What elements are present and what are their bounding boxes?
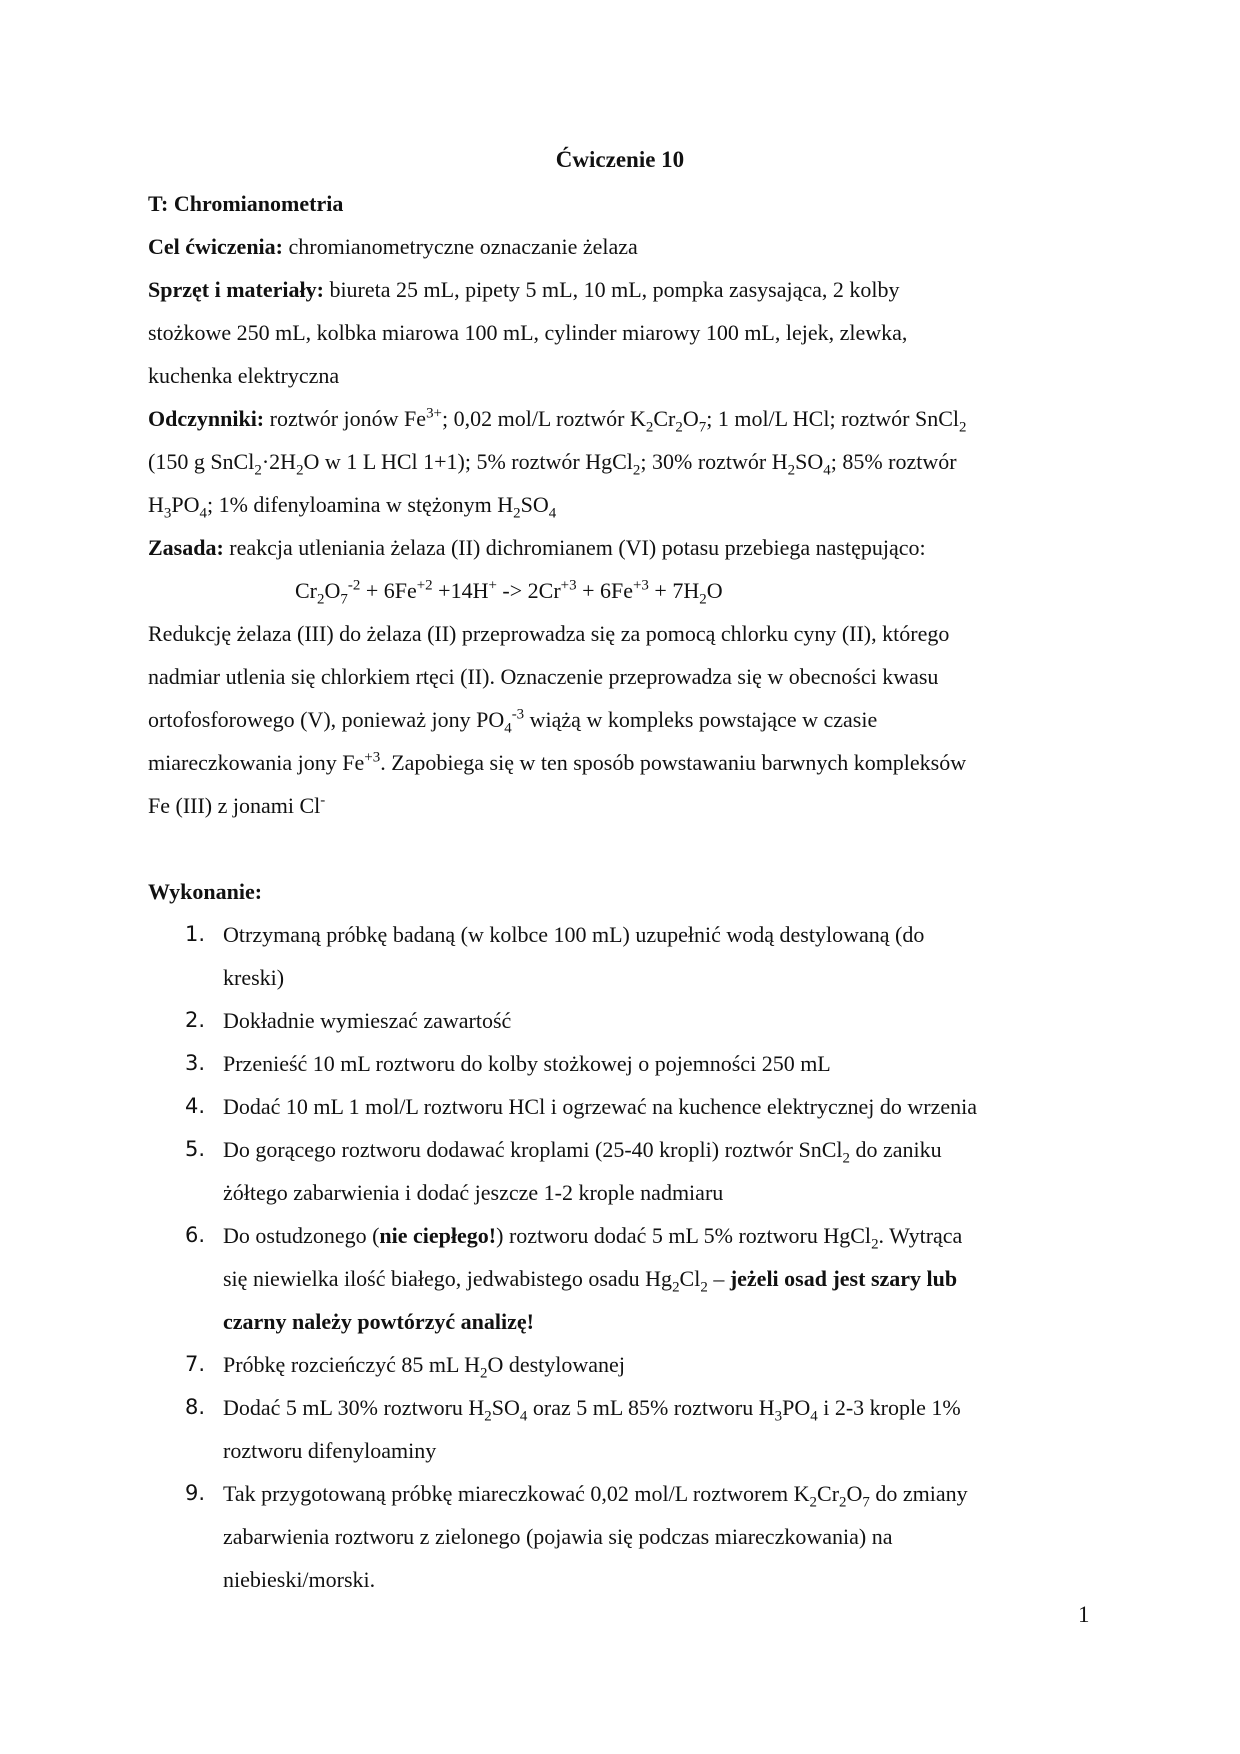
text-run: O w 1 L HCl 1+1); 5% roztwór HgCl — [303, 449, 633, 474]
reagents-line-1 — [148, 405, 1088, 436]
subscript: 4 — [548, 505, 557, 522]
step-6-line-2 — [223, 1266, 958, 1296]
step-number: 6. — [184, 1223, 205, 1247]
equipment-line-2: stożkowe 250 mL, kolbka miarowa 100 mL, cylinder miarowy 100 mL, lejek, zlewka, — [148, 320, 908, 345]
goal-label: Cel ćwiczenia: — [148, 234, 283, 259]
text-run: (150 g SnCl — [148, 449, 255, 474]
goal-line — [148, 234, 1088, 260]
subscript: 4 — [810, 1408, 818, 1425]
step-9-line-3: niebieski/morski. — [223, 1567, 376, 1592]
step-number: 5. — [184, 1137, 205, 1161]
step-number: 4. — [184, 1094, 205, 1118]
text-run: Cl — [679, 1266, 701, 1291]
reagents-line-2 — [148, 449, 1088, 479]
step-number: 7. — [184, 1352, 205, 1376]
subscript: 2 — [672, 1279, 680, 1296]
subscript: 4 — [823, 462, 831, 479]
subscript: 2 — [842, 1150, 850, 1167]
page-title: Ćwiczenie 10 — [555, 147, 685, 172]
subscript: 7 — [698, 419, 707, 436]
text-run: miareczkowania jony Fe — [148, 750, 365, 775]
step-8-line-1 — [223, 1395, 961, 1425]
text-run: do zmiany — [869, 1481, 968, 1506]
text-run: wiążą w kompleks powstające w czasie — [524, 707, 878, 732]
superscript: +3 — [560, 577, 577, 594]
step-number: 1. — [184, 922, 205, 946]
text-run: Dodać 5 mL 30% roztworu H — [223, 1395, 485, 1420]
text-run: PO — [782, 1395, 811, 1420]
text-run: ; 1 mol/L HCl; roztwór SnCl — [706, 406, 960, 431]
text-run: SO — [520, 492, 549, 517]
description-line-3 — [148, 706, 1088, 737]
subscript: 2 — [645, 419, 654, 436]
principle-text: reakcja utleniania żelaza (II) dichromianem (VI) potasu przebiega następująco: — [223, 535, 926, 560]
equipment-text-1: biureta 25 mL, pipety 5 mL, 10 mL, pompka zasysająca, 2 kolby — [323, 277, 900, 302]
text-run: i 2-3 krople 1% — [817, 1395, 961, 1420]
warning-text: nie ciepłego! — [379, 1223, 497, 1248]
page-number: 1 — [1078, 1602, 1090, 1627]
text-run: PO — [171, 492, 200, 517]
superscript: - — [320, 792, 326, 809]
text-run: O — [324, 578, 341, 603]
text-run: ; 1% difenyloamina w stężonym H — [206, 492, 514, 517]
text-run: ; 85% roztwór — [830, 449, 957, 474]
text-run: roztwór jonów Fe — [264, 406, 427, 431]
text-run: oraz 5 mL 85% roztworu H — [527, 1395, 775, 1420]
step-4: Dodać 10 mL 1 mol/L roztworu HCl i ogrzewać na kuchence elektrycznej do wrzenia — [223, 1094, 978, 1119]
step-2: Dokładnie wymieszać zawartość — [223, 1008, 512, 1033]
superscript: +3 — [364, 749, 381, 766]
subscript: 2 — [296, 462, 304, 479]
reaction-equation — [295, 577, 723, 608]
superscript: + — [488, 577, 497, 594]
subscript: 2 — [675, 419, 683, 436]
text-run: Tak przygotowaną próbkę miareczkować 0,02 mol/L roztworem K — [223, 1481, 810, 1506]
subscript: 2 — [959, 419, 967, 436]
step-6-line-1 — [223, 1223, 963, 1253]
procedure-heading: Wykonanie: — [148, 879, 263, 904]
subscript: 7 — [340, 591, 348, 608]
text-run: +14H — [432, 578, 489, 603]
subscript: 2 — [700, 1279, 708, 1296]
text-run: ; 30% roztwór H — [640, 449, 788, 474]
reagents-label: Odczynniki: — [148, 406, 265, 431]
step-number: 8. — [184, 1395, 205, 1419]
step-9-line-1 — [223, 1481, 968, 1511]
text-run: ·2H — [261, 449, 297, 474]
text-run: O destylowanej — [487, 1352, 625, 1377]
description-line-2: nadmiar utlenia się chlorkiem rtęci (II). Oznaczenie przeprowadza się w obecności kwasu — [148, 664, 939, 689]
text-run: Cr — [817, 1481, 840, 1506]
text-run: + 7H — [648, 578, 700, 603]
step-8-line-2: roztworu difenyloaminy — [223, 1438, 437, 1463]
warning-text: jeżeli osad jest szary lub — [729, 1266, 958, 1291]
step-5-line-2: żółtego zabarwienia i dodać jeszcze 1-2 krople nadmiaru — [223, 1180, 724, 1205]
subscript: 3 — [163, 505, 172, 522]
subscript: 2 — [254, 462, 262, 479]
text-run: + 6Fe — [360, 578, 417, 603]
text-run: do zaniku — [850, 1137, 942, 1162]
description-line-4 — [148, 750, 1088, 776]
subscript: 3 — [774, 1408, 783, 1425]
text-run: ; 0,02 mol/L roztwór K — [441, 406, 646, 431]
step-1-line-2: kreski) — [223, 965, 285, 990]
text-run: O — [706, 578, 723, 603]
subscript: 2 — [484, 1408, 492, 1425]
subscript: 2 — [632, 462, 641, 479]
topic-line: T: Chromianometria — [148, 191, 344, 216]
text-run: Cr — [295, 578, 317, 603]
equipment-label: Sprzęt i materiały: — [148, 277, 324, 302]
principle-line — [148, 535, 1088, 561]
text-run: H — [148, 492, 164, 517]
step-5-line-1 — [223, 1137, 942, 1167]
text-run: Cr — [653, 406, 676, 431]
step-1-line-1: Otrzymaną próbkę badaną (w kolbce 100 mL) uzupełnić wodą destylowaną (do — [223, 922, 925, 947]
subscript: 7 — [862, 1494, 870, 1511]
description-line-5 — [148, 793, 1088, 819]
equipment-line-3: kuchenka elektryczna — [148, 363, 340, 388]
subscript: 2 — [513, 505, 521, 522]
subscript: 4 — [504, 720, 512, 737]
text-run: . Zapobiega się w ten sposób powstawaniu barwnych kompleksów — [380, 750, 967, 775]
text-run: O — [846, 1481, 863, 1506]
text-run: O — [682, 406, 699, 431]
text-run: Fe (III) z jonami Cl — [148, 793, 321, 818]
subscript: 2 — [699, 591, 707, 608]
subscript: 4 — [519, 1408, 528, 1425]
description-line-1: Redukcję żelaza (III) do żelaza (II) przeprowadza się za pomocą chlorku cyny (II), którego — [148, 621, 950, 646]
text-run: + 6Fe — [576, 578, 633, 603]
step-6-line-3: czarny należy powtórzyć analizę! — [223, 1309, 534, 1334]
subscript: 2 — [871, 1236, 879, 1253]
text-run: -> 2Cr — [496, 578, 561, 603]
text-run: SO — [491, 1395, 520, 1420]
text-run: Próbkę rozcieńczyć 85 mL H — [223, 1352, 480, 1377]
subscript: 2 — [809, 1494, 818, 1511]
text-run: Do ostudzonego ( — [223, 1223, 380, 1248]
superscript: +2 — [416, 577, 433, 594]
subscript: 4 — [199, 505, 207, 522]
superscript: +3 — [632, 577, 649, 594]
step-number: 9. — [184, 1481, 205, 1505]
subscript: 2 — [839, 1494, 847, 1511]
step-9-line-2: zabarwienia roztworu z zielonego (pojawia się podczas miareczkowania) na — [223, 1524, 893, 1549]
text-run: . Wytrąca — [878, 1223, 963, 1248]
text-run: ortofosforowego (V), ponieważ jony PO — [148, 707, 505, 732]
step-7 — [223, 1352, 625, 1382]
text-run: się niewielka ilość białego, jedwabistego osadu Hg — [223, 1266, 673, 1291]
subscript: 2 — [317, 591, 325, 608]
reagents-line-3 — [148, 492, 1088, 522]
superscript: -2 — [347, 577, 361, 594]
equipment-line-1 — [148, 277, 1088, 303]
subscript: 2 — [479, 1365, 488, 1382]
text-run: – — [707, 1266, 730, 1291]
subscript: 2 — [787, 462, 796, 479]
text-run: ) roztworu dodać 5 mL 5% roztworu HgCl — [496, 1223, 872, 1248]
step-3: Przenieść 10 mL roztworu do kolby stożkowej o pojemności 250 mL — [223, 1051, 831, 1076]
superscript: 3+ — [426, 405, 442, 422]
goal-text: chromianometryczne oznaczanie żelaza — [283, 234, 638, 259]
text-run: Do gorącego roztworu dodawać kroplami (25-40 kropli) roztwór SnCl — [223, 1137, 843, 1162]
step-number: 2. — [184, 1008, 205, 1032]
principle-label: Zasada: — [148, 535, 224, 560]
superscript: -3 — [511, 706, 525, 723]
step-number: 3. — [184, 1051, 205, 1075]
text-run: SO — [795, 449, 824, 474]
